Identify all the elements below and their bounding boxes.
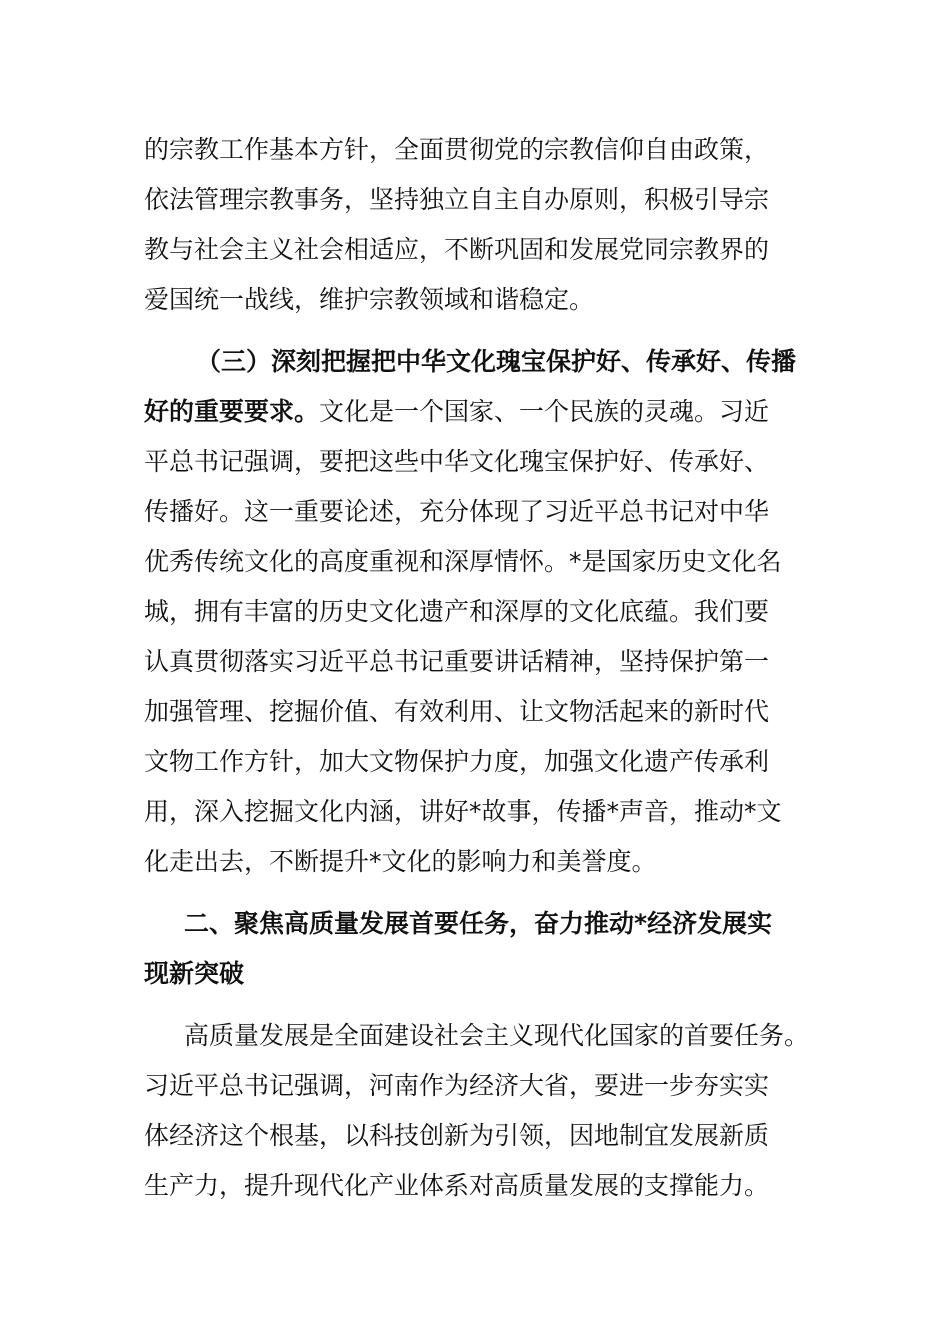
- text-line: 优秀传统文化的高度重视和深厚情怀。*是国家历史文化名: [144, 547, 782, 576]
- subsection-heading-end: 好的重要要求。: [144, 397, 320, 426]
- text-line: 习近平总书记强调，河南作为经济大省，要进一步夯实实: [144, 1071, 770, 1100]
- section-heading: 二、聚焦高质量发展首要任务，奋力推动*经济发展实: [184, 909, 773, 938]
- text-line: 化走出去，不断提升*文化的影响力和美誉度。: [144, 847, 657, 876]
- subsection-heading: （三）深刻把握把中华文化瑰宝保护好、传承好、传播: [196, 347, 797, 376]
- text-line: 平总书记强调，要把这些中华文化瑰宝保护好、传承好、: [144, 447, 770, 476]
- text-line: 文物工作方针，加大文物保护力度，加强文化遗产传承利: [144, 747, 770, 776]
- text-line: 高质量发展是全面建设社会主义现代化国家的首要任务。: [184, 1021, 810, 1050]
- text-line: 生产力，提升现代化产业体系对高质量发展的支撑能力。: [144, 1171, 770, 1200]
- text-line: 教与社会主义社会相适应，不断巩固和发展党同宗教界的: [144, 235, 770, 264]
- text-line: 爱国统一战线，维护宗教领域和谐稳定。: [144, 285, 595, 314]
- text-span: 文化是一个国家、一个民族的灵魂。习近: [319, 397, 770, 426]
- text-line: 认真贯彻落实习近平总书记重要讲话精神，坚持保护第一: [144, 647, 770, 676]
- text-line: 体经济这个根基，以科技创新为引领，因地制宜发展新质: [144, 1121, 770, 1150]
- text-line: 依法管理宗教事务，坚持独立自主自办原则，积极引导宗: [144, 185, 770, 214]
- text-line: 传播好。这一重要论述，充分体现了习近平总书记对中华: [144, 497, 770, 526]
- text-line: 的宗教工作基本方针，全面贯彻党的宗教信仰自由政策，: [144, 135, 770, 164]
- text-line: 加强管理、挖掘价值、有效利用、让文物活起来的新时代: [144, 697, 770, 726]
- section-heading-cont: 现新突破: [144, 959, 245, 988]
- text-line: 用，深入挖掘文化内涵，讲好*故事，传播*声音，推动*文: [144, 797, 782, 826]
- text-line: 城，拥有丰富的历史文化遗产和深厚的文化底蕴。我们要: [144, 597, 770, 626]
- text-line: [144, 392, 824, 432]
